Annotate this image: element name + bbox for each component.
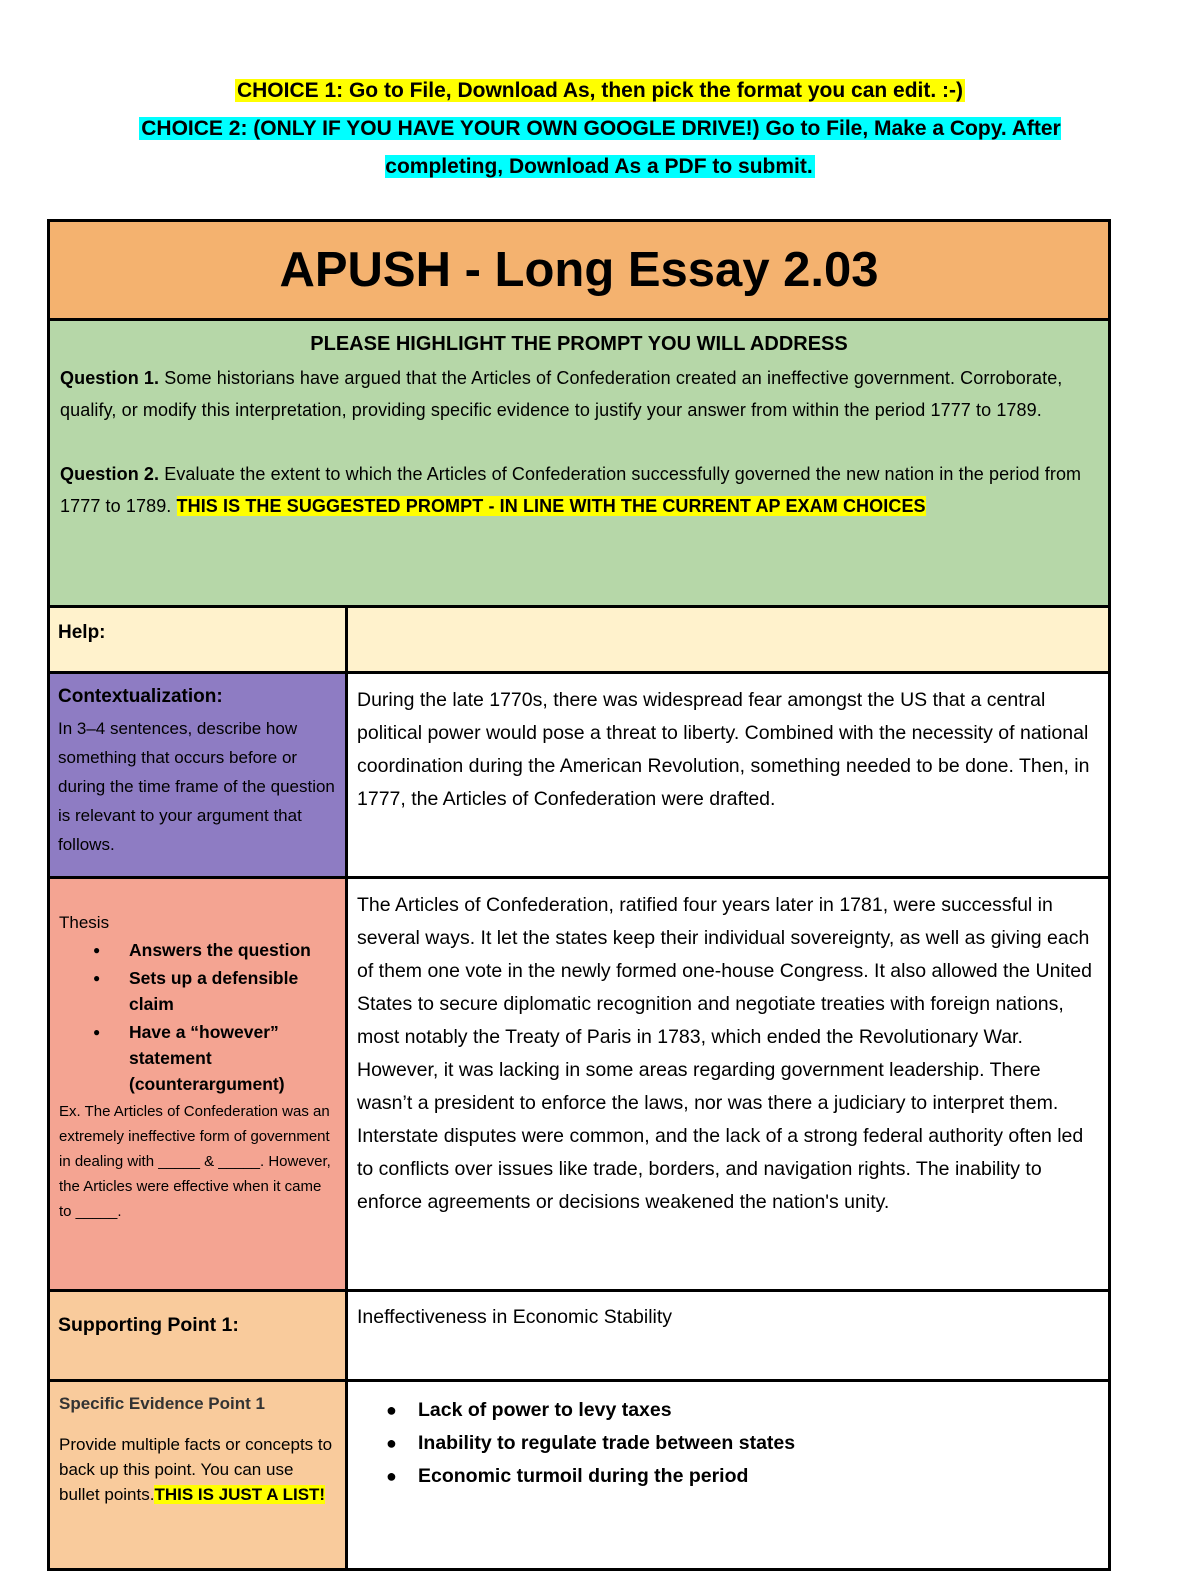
thesis-criteria-list bbox=[59, 937, 337, 1097]
thesis-label-cell bbox=[49, 878, 347, 1291]
thesis-answer[interactable]: The Articles of Confederation, ratified four years later in 1781, were successful in several ways. It let the states keep their individual sovereignty, as well as giving each of them one vote in the newly formed one-house Congress. It also allowed the United States to secure diplomatic recognition and negotiate treaties with foreign nations, most notably the Treaty of Paris in 1783, which ended the Revolutionary War. However, it was lacking in some areas regarding government leadership. There wasn’t a president to enforce the laws, nor was there a judiciary to interpret them. Interstate disputes were common, and the lack of a strong federal authority often led to conflicts over issues like trade, borders, and navigation rights. The inability to enforce agreements or decisions weakened the nation's unity. bbox=[357, 894, 1092, 1213]
supporting-point-1-answer[interactable]: Ineffectiveness in Economic Stability bbox=[357, 1306, 673, 1328]
list-item: ● Sets up a defensible claim bbox=[93, 965, 337, 1017]
list-item[interactable]: ● Economic turmoil during the period bbox=[386, 1460, 1108, 1493]
choice-1-text: CHOICE 1: Go to File, Download As, then pick the format you can edit. :-) bbox=[236, 79, 964, 102]
question-2-label: Question 2. bbox=[60, 464, 160, 484]
list-item: ● Have a “however” statement (counterargument) bbox=[93, 1019, 337, 1097]
question-1[interactable] bbox=[60, 362, 1098, 426]
contextualization-description: In 3–4 sentences, describe how something that occurs before or during the time frame of the question is relevant to your argument that follows. bbox=[58, 719, 335, 854]
contextualization-label: Contextualization: bbox=[58, 686, 223, 707]
evidence-list-highlight: THIS IS JUST A LIST! bbox=[154, 1485, 326, 1504]
question-1-text: Some historians have argued that the Articles of Confederation created an ineffective government. Corroborate, qualify, or modify this interpretation, providing specific evidence to justify your answer from within the period 1777 to 1789. bbox=[60, 368, 1063, 420]
essay-worksheet-table bbox=[47, 219, 1111, 1571]
evidence-point-1-label: Specific Evidence Point 1 bbox=[59, 1394, 265, 1413]
choice-2-text: CHOICE 2: (ONLY IF YOU HAVE YOUR OWN GOOGLE DRIVE!) Go to File, Make a Copy. After completing, Download As a PDF to submit. bbox=[141, 117, 1061, 178]
evidence-point-1-label-cell bbox=[49, 1381, 347, 1570]
contextualization-answer[interactable]: During the late 1770s, there was widespread fear amongst the US that a central political power would pose a threat to liberty. Combined with the necessity of national coordination during the American Revolution, something needed to be done. Then, in 1777, the Articles of Confederation were drafted. bbox=[357, 689, 1090, 810]
list-item[interactable]: ● Inability to regulate trade between states bbox=[386, 1427, 1108, 1460]
list-item[interactable]: ● Lack of power to levy taxes bbox=[386, 1394, 1108, 1427]
supporting-point-1-answer-cell[interactable] bbox=[347, 1291, 1110, 1381]
list-item: ● Answers the question bbox=[93, 937, 337, 963]
evidence-point-1-answer-cell[interactable] bbox=[347, 1381, 1110, 1570]
title-cell bbox=[49, 221, 1110, 320]
help-answer-cell[interactable] bbox=[347, 607, 1110, 673]
thesis-label: Thesis bbox=[59, 913, 110, 932]
question-2-text: Evaluate the extent to which the Articles of Confederation successfully governed the new nation in the period from 1777 to 1789. bbox=[60, 464, 1082, 516]
page-title: APUSH - Long Essay 2.03 bbox=[279, 243, 879, 297]
suggested-prompt-highlight: THIS IS THE SUGGESTED PROMPT - IN LINE WITH THE CURRENT AP EXAM CHOICES bbox=[176, 496, 926, 516]
prompt-cell[interactable] bbox=[49, 320, 1110, 607]
contextualization-answer-cell[interactable] bbox=[347, 673, 1110, 878]
question-1-label: Question 1. bbox=[60, 368, 160, 388]
supporting-point-1-label-cell bbox=[49, 1291, 347, 1381]
evidence-list[interactable] bbox=[348, 1382, 1108, 1493]
thesis-example: Ex. The Articles of Confederation was an extremely ineffective form of government in dealing with _____ & _____. However, the Articles were effective when it came to _____. bbox=[59, 1103, 331, 1220]
prompt-heading: PLEASE HIGHLIGHT THE PROMPT YOU WILL ADDRESS bbox=[310, 333, 848, 355]
evidence-point-1-description bbox=[59, 1432, 337, 1507]
instructions bbox=[0, 72, 1200, 186]
help-label: Help: bbox=[58, 622, 106, 643]
supporting-point-1-label: Supporting Point 1: bbox=[58, 1314, 239, 1336]
evidence-point-1-description-text: Provide multiple facts or concepts to back up this point. You can use bullet points. bbox=[59, 1435, 333, 1504]
contextualization-label-cell bbox=[49, 673, 347, 878]
thesis-answer-cell[interactable] bbox=[347, 878, 1110, 1291]
question-2[interactable] bbox=[60, 458, 1098, 522]
help-label-cell bbox=[49, 607, 347, 673]
